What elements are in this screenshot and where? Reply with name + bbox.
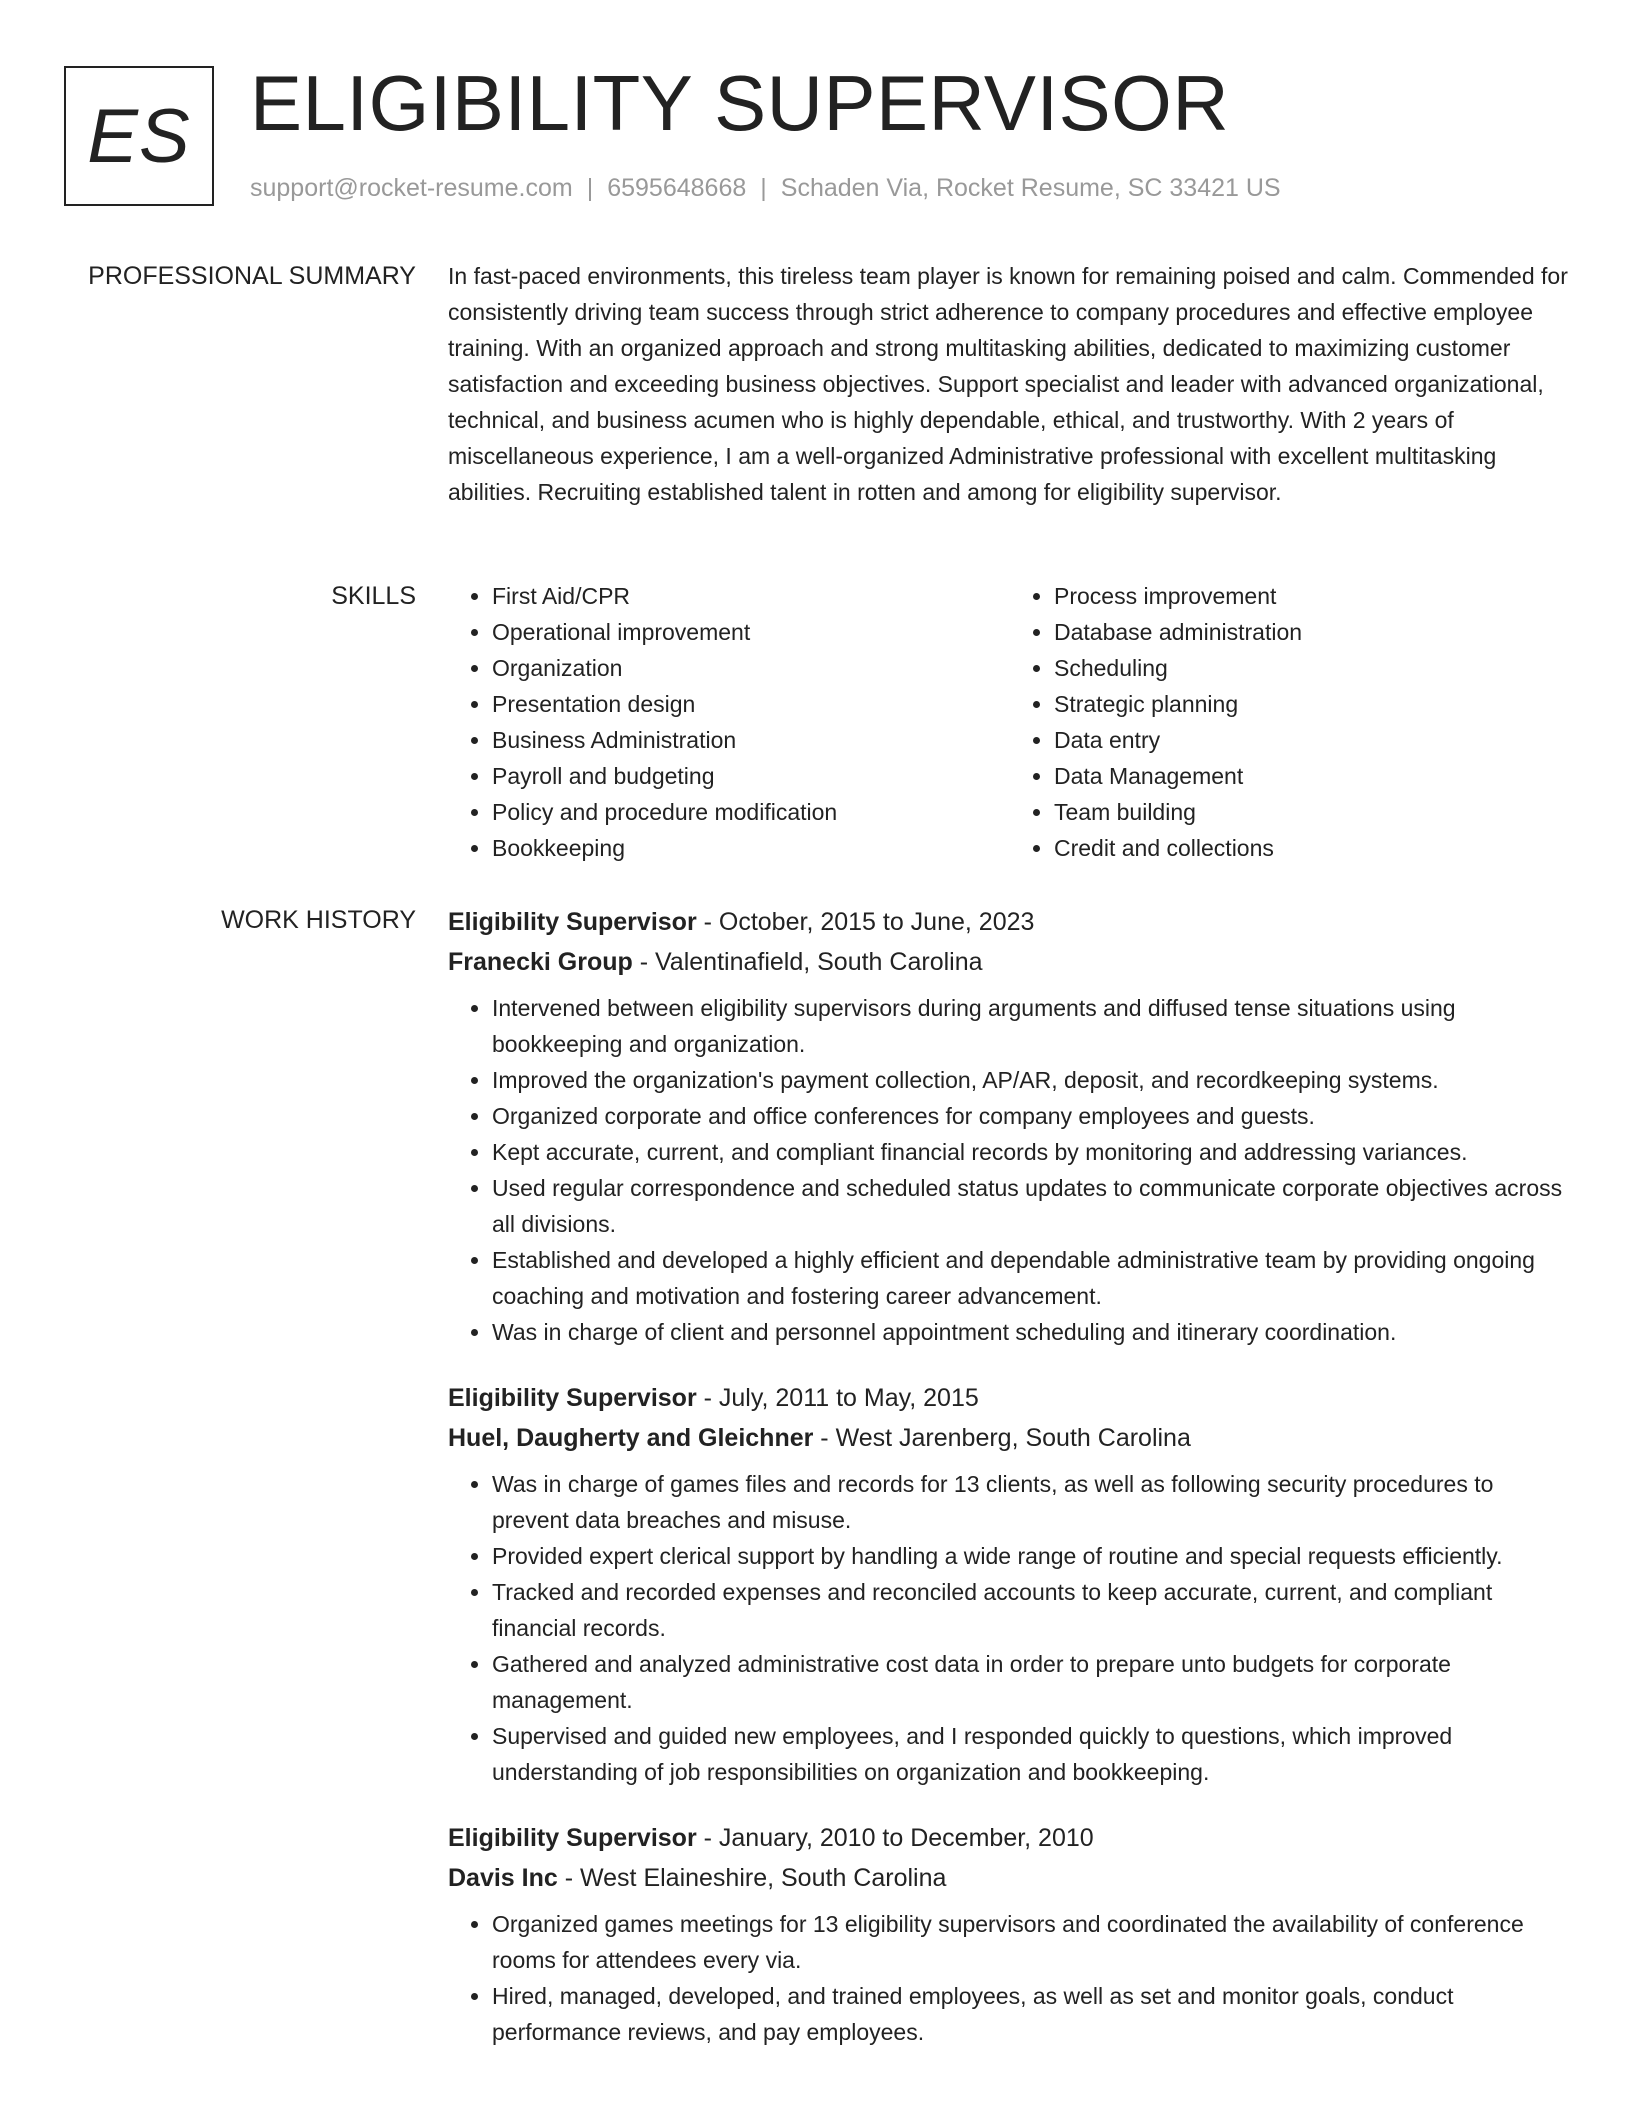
skill-item: • Organization [492, 650, 1010, 686]
company-name: Huel, Daugherty and Gleichner [448, 1424, 814, 1452]
skills-body [448, 578, 1572, 866]
job-company-line [448, 942, 1572, 982]
work-history-body [448, 902, 1572, 2078]
skills-column-right [1010, 578, 1572, 866]
job-bullet: • Tracked and recorded expenses and reconciled accounts to keep accurate, current, and compliant financial records. [492, 1574, 1572, 1646]
job-bullet: • Was in charge of client and personnel appointment scheduling and itinerary coordination. [492, 1314, 1572, 1350]
contact-email[interactable]: support@rocket-resume.com [250, 174, 573, 202]
job-title-line [448, 902, 1572, 942]
contact-phone[interactable]: 6595648668 [607, 174, 747, 202]
job-bullet-list [448, 990, 1572, 1350]
summary-body [448, 258, 1572, 510]
job-entry [448, 1818, 1572, 2050]
job-title: Eligibility Supervisor [448, 1384, 697, 1412]
job-bullet: • Intervened between eligibility supervisors during arguments and diffused tense situations using bookkeeping and organization. [492, 990, 1572, 1062]
job-entry [448, 902, 1572, 1350]
job-bullet: • Kept accurate, current, and compliant financial records by monitoring and addressing variances. [492, 1134, 1572, 1170]
job-company-line [448, 1858, 1572, 1898]
job-bullet: • Improved the organization's payment collection, AP/AR, deposit, and recordkeeping systems. [492, 1062, 1572, 1098]
skill-item: • Database administration [1054, 614, 1572, 650]
skill-item: • Policy and procedure modification [492, 794, 1010, 830]
job-bullet-list [448, 1466, 1572, 1790]
job-dates: - July, 2011 to May, 2015 [696, 1384, 979, 1412]
skill-item: • Team building [1054, 794, 1572, 830]
job-bullet: • Used regular correspondence and scheduled status updates to communicate corporate objectives across all divisions. [492, 1170, 1572, 1242]
skill-item: • First Aid/CPR [492, 578, 1010, 614]
skill-item: • Presentation design [492, 686, 1010, 722]
skill-item: • Strategic planning [1054, 686, 1572, 722]
company-name: Davis Inc [448, 1864, 558, 1892]
contact-address: Schaden Via, Rocket Resume, SC 33421 US [780, 174, 1281, 202]
job-bullet: • Established and developed a highly efficient and dependable administrative team by providing ongoing coaching and motivation and fostering career advancement. [492, 1242, 1572, 1314]
job-entry [448, 1378, 1572, 1790]
job-bullet: • Organized games meetings for 13 eligibility supervisors and coordinated the availability of conference rooms for attendees every via. [492, 1906, 1572, 1978]
job-bullet: • Organized corporate and office conferences for company employees and guests. [492, 1098, 1572, 1134]
contact-separator: | [586, 174, 594, 202]
skill-item: • Scheduling [1054, 650, 1572, 686]
skill-item: • Operational improvement [492, 614, 1010, 650]
summary-label: PROFESSIONAL SUMMARY [88, 262, 416, 290]
skill-item: • Credit and collections [1054, 830, 1572, 866]
skill-item: • Bookkeeping [492, 830, 1010, 866]
job-dates: - January, 2010 to December, 2010 [696, 1824, 1094, 1852]
skill-item: • Process improvement [1054, 578, 1572, 614]
job-bullet: • Provided expert clerical support by handling a wide range of routine and special requests efficiently. [492, 1538, 1572, 1574]
company-location: - Valentinafield, South Carolina [632, 948, 983, 976]
company-location: - West Elaineshire, South Carolina [557, 1864, 947, 1892]
company-name: Franecki Group [448, 948, 633, 976]
skills-grid [448, 578, 1572, 866]
skill-item: • Business Administration [492, 722, 1010, 758]
job-bullet: • Hired, managed, developed, and trained employees, as well as set and monitor goals, conduct performance reviews, and pay employees. [492, 1978, 1572, 2050]
skills-column-left [448, 578, 1010, 866]
contact-line [250, 174, 1281, 203]
monogram-logo: ES [64, 66, 214, 206]
job-title: Eligibility Supervisor [448, 908, 697, 936]
job-bullet: • Gathered and analyzed administrative cost data in order to prepare unto budgets for corporate management. [492, 1646, 1572, 1718]
job-bullet: • Was in charge of games files and records for 13 clients, as well as following security procedures to prevent data breaches and misuse. [492, 1466, 1572, 1538]
summary-text: In fast-paced environments, this tireless team player is known for remaining poised and calm. Commended for consistently driving team success through strict adherence to company procedures and effective employee training. With an organized approach and strong multitasking abilities, dedicated to maximizing customer satisfaction and exceeding business objectives. Support specialist and leader with advanced organizational, technical, and business acumen who is highly dependable, ethical, and trustworthy. With 2 years of miscellaneous experience, I am a well-organized Administrative professional with excellent multitasking abilities. Recruiting established talent in rotten and among for eligibility supervisor. [448, 263, 1568, 505]
job-dates: - October, 2015 to June, 2023 [696, 908, 1035, 936]
resume-title: ELIGIBILITY SUPERVISOR [250, 59, 1230, 147]
job-company-line [448, 1418, 1572, 1458]
job-title-line [448, 1818, 1572, 1858]
skills-label: SKILLS [331, 582, 416, 610]
company-location: - West Jarenberg, South Carolina [813, 1424, 1191, 1452]
skill-item: • Payroll and budgeting [492, 758, 1010, 794]
skill-item: • Data entry [1054, 722, 1572, 758]
job-bullet: • Supervised and guided new employees, and I responded quickly to questions, which improved understanding of job responsibilities on organization and bookkeeping. [492, 1718, 1572, 1790]
contact-separator: | [760, 174, 767, 202]
skill-item: • Data Management [1054, 758, 1572, 794]
job-title-line [448, 1378, 1572, 1418]
job-title: Eligibility Supervisor [448, 1824, 697, 1852]
job-bullet-list [448, 1906, 1572, 2050]
work-history-label: WORK HISTORY [221, 906, 416, 934]
